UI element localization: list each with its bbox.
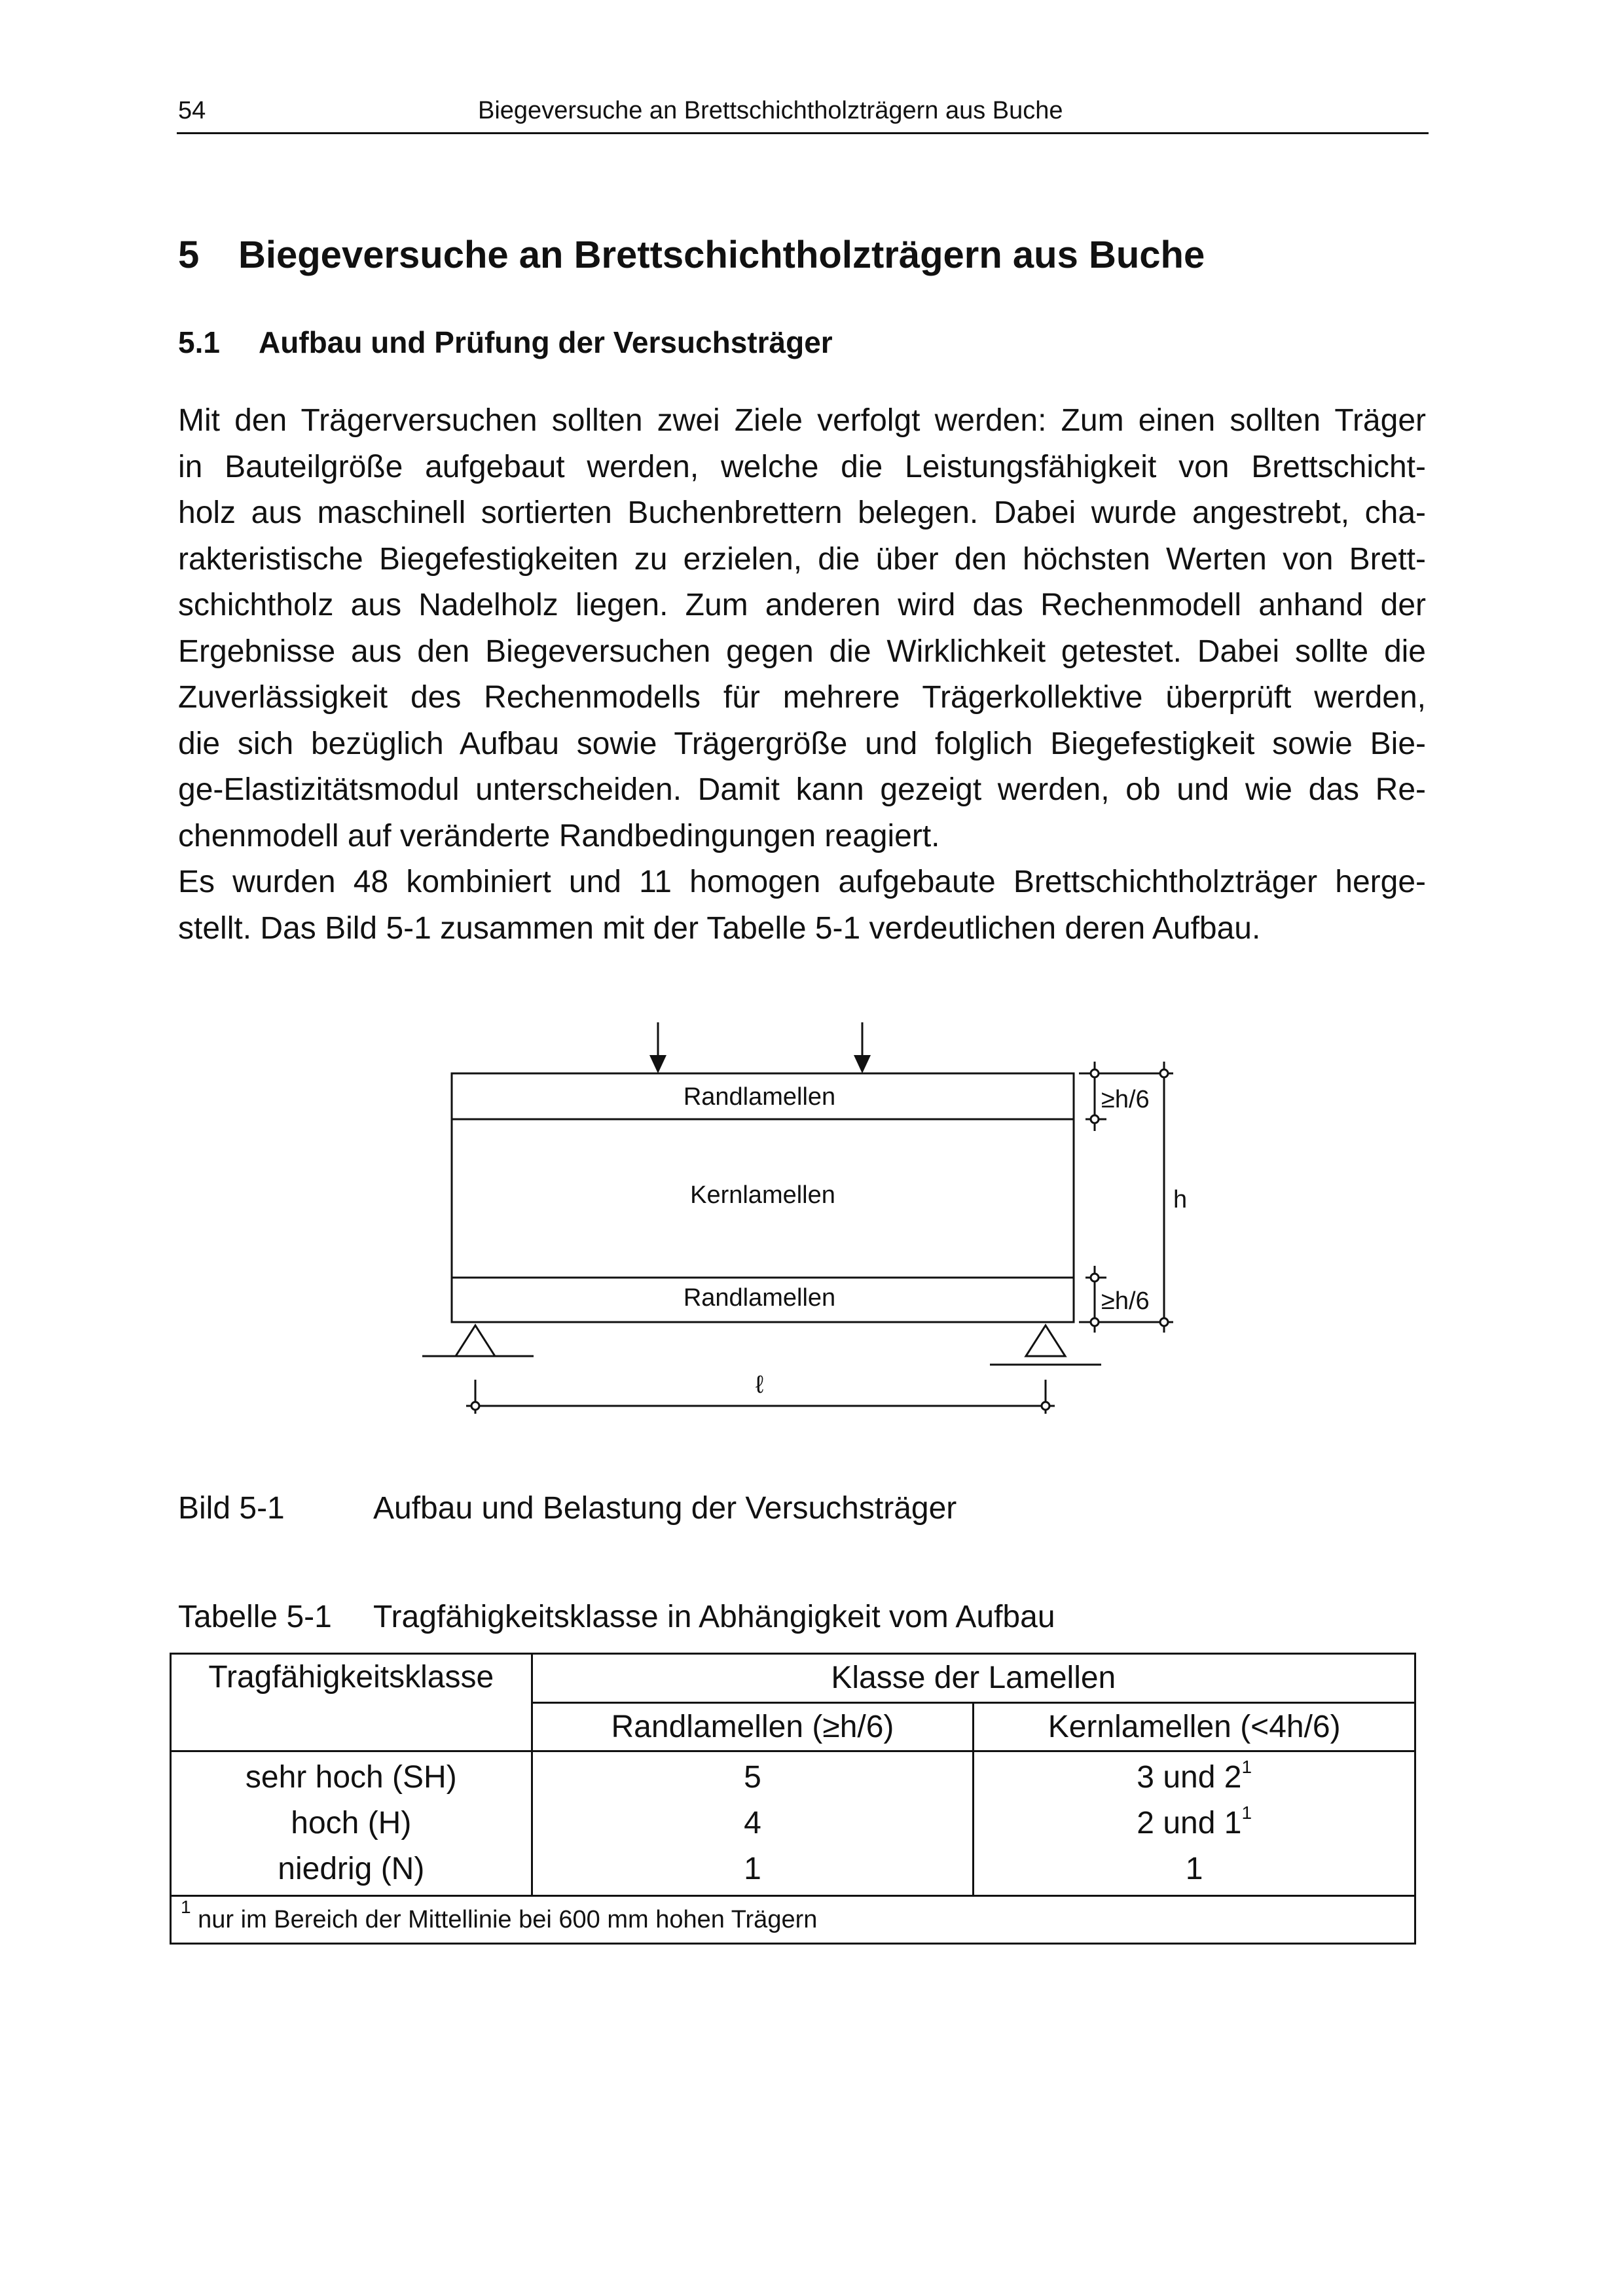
top-layer-label: Randlamellen xyxy=(683,1083,836,1111)
table-footnote xyxy=(171,1896,1415,1944)
table-caption-text: Tragfähigkeitsklasse in Abhängigkeit vom Aufbau xyxy=(373,1600,1055,1634)
height-label: h xyxy=(1173,1186,1188,1213)
subsection-title: Aufbau und Prüfung der Versuchsträger xyxy=(259,325,833,359)
page-number: 54 xyxy=(178,97,206,124)
support-right xyxy=(990,1325,1101,1365)
top-layer-dim-label: ≥h/6 xyxy=(1101,1086,1150,1113)
table-cell: 3 und $2^1$ xyxy=(1137,1757,1252,1795)
figure-caption-label: Bild 5-1 xyxy=(178,1491,285,1526)
table-cell: sehr hoch (SH) xyxy=(245,1760,457,1795)
column-klasse xyxy=(171,1751,532,1896)
section-heading xyxy=(178,233,1205,277)
bottom-layer-label: Randlamellen xyxy=(683,1284,836,1312)
table-cell: hoch (H) xyxy=(291,1806,412,1840)
section-number: 5 xyxy=(178,234,200,276)
header-klasse-der-lamellen: Klasse der Lamellen xyxy=(532,1654,1415,1703)
load-arrow-left xyxy=(649,1022,666,1073)
support-left xyxy=(422,1325,534,1356)
header-kernlamellen: Kernlamellen (<4h/6) xyxy=(974,1702,1415,1751)
core-layer-label: Kernlamellen xyxy=(690,1181,835,1209)
capacity-class-table xyxy=(170,1653,1416,1945)
text-line: die sich bezüglich Aufbau sowie Trägergröße und folglich Biegefestigkeit sowie Bie- xyxy=(178,726,1426,761)
table-cell: niedrig (N) xyxy=(278,1852,425,1886)
column-rand xyxy=(532,1751,974,1896)
text-line: stellt. Das Bild 5-1 zusammen mit der Tabelle 5-1 verdeutlichen deren Aufbau. xyxy=(178,910,1261,946)
table-cell: 4 xyxy=(744,1806,761,1840)
text-line: Es wurden 48 kombiniert und 11 homogen aufgebaute Brettschichtholzträger herge- xyxy=(178,865,1426,899)
subsection-heading xyxy=(178,325,833,360)
beam-diagram xyxy=(367,1001,1218,1420)
paragraph-2 xyxy=(178,859,1426,952)
figure-caption xyxy=(178,1490,957,1526)
subsection-number: 5.1 xyxy=(178,325,220,359)
running-header xyxy=(177,96,1429,134)
text-line: Zuverlässigkeit des Rechenmodells für mehrere Trägerkollektive überprüft werden, xyxy=(178,680,1426,715)
text-line: chenmodell auf veränderte Randbedingungen reagiert. xyxy=(178,818,940,853)
body-text xyxy=(178,398,1426,952)
text-line: in Bauteilgröße aufgebaut werden, welche die Leistungsfähigkeit von Brettschicht- xyxy=(178,449,1426,484)
span-dimension xyxy=(466,1371,1055,1414)
text-line: Mit den Trägerversuchen sollten zwei Ziele verfolgt werden: Zum einen sollten Träger xyxy=(178,403,1426,438)
text-line: ge-Elastizitätsmodul unterscheiden. Damit kann gezeigt werden, ob und wie das Re- xyxy=(178,772,1426,807)
text-line: Ergebnisse aus den Biegeversuchen gegen die Wirklichkeit getestet. Dabei sollte die xyxy=(178,634,1426,669)
text-line: holz aus maschinell sortierten Buchenbrettern belegen. Dabei wurde angestrebt, cha- xyxy=(178,495,1426,530)
text-line: schichtholz aus Nadelholz liegen. Zum anderen wird das Rechenmodell anhand der xyxy=(178,588,1426,622)
footnote-ref: 1 xyxy=(1241,1757,1252,1777)
column-kern xyxy=(974,1751,1415,1896)
table-cell: 1 xyxy=(1185,1852,1203,1886)
table-caption-label: Tabelle 5-1 xyxy=(178,1600,332,1634)
footnote-ref: 1 xyxy=(1241,1803,1252,1823)
header-randlamellen: Randlamellen (≥h/6) xyxy=(532,1702,974,1751)
text-line: rakteristische Biegefestigkeiten zu erzielen, die über den höchsten Werten von Brett- xyxy=(178,541,1426,577)
header-tragfaehigkeitsklasse: Tragfähigkeitsklasse xyxy=(171,1654,532,1751)
table-cell: 2 und $1^1$ xyxy=(1137,1803,1252,1840)
load-arrow-right xyxy=(854,1022,871,1073)
footnote-mark: 1 xyxy=(181,1896,191,1917)
bottom-layer-dim-label: ≥h/6 xyxy=(1101,1287,1150,1315)
section-title: Biegeversuche an Brettschichtholzträgern aus Buche xyxy=(238,234,1205,276)
running-title: Biegeversuche an Brettschichtholzträgern aus Buche xyxy=(478,97,1063,124)
top-layer-dimension xyxy=(1085,1062,1150,1131)
table-cell: 1 xyxy=(744,1852,761,1886)
table-caption xyxy=(178,1599,1055,1635)
footnote-text: nur im Bereich der Mittellinie bei 600 mm hohen Trägern xyxy=(198,1905,818,1933)
figure-caption-text: Aufbau und Belastung der Versuchsträger xyxy=(373,1491,957,1526)
table-cell: 5 xyxy=(744,1760,761,1795)
span-label: ℓ xyxy=(755,1371,764,1399)
paragraph-1 xyxy=(178,398,1426,859)
